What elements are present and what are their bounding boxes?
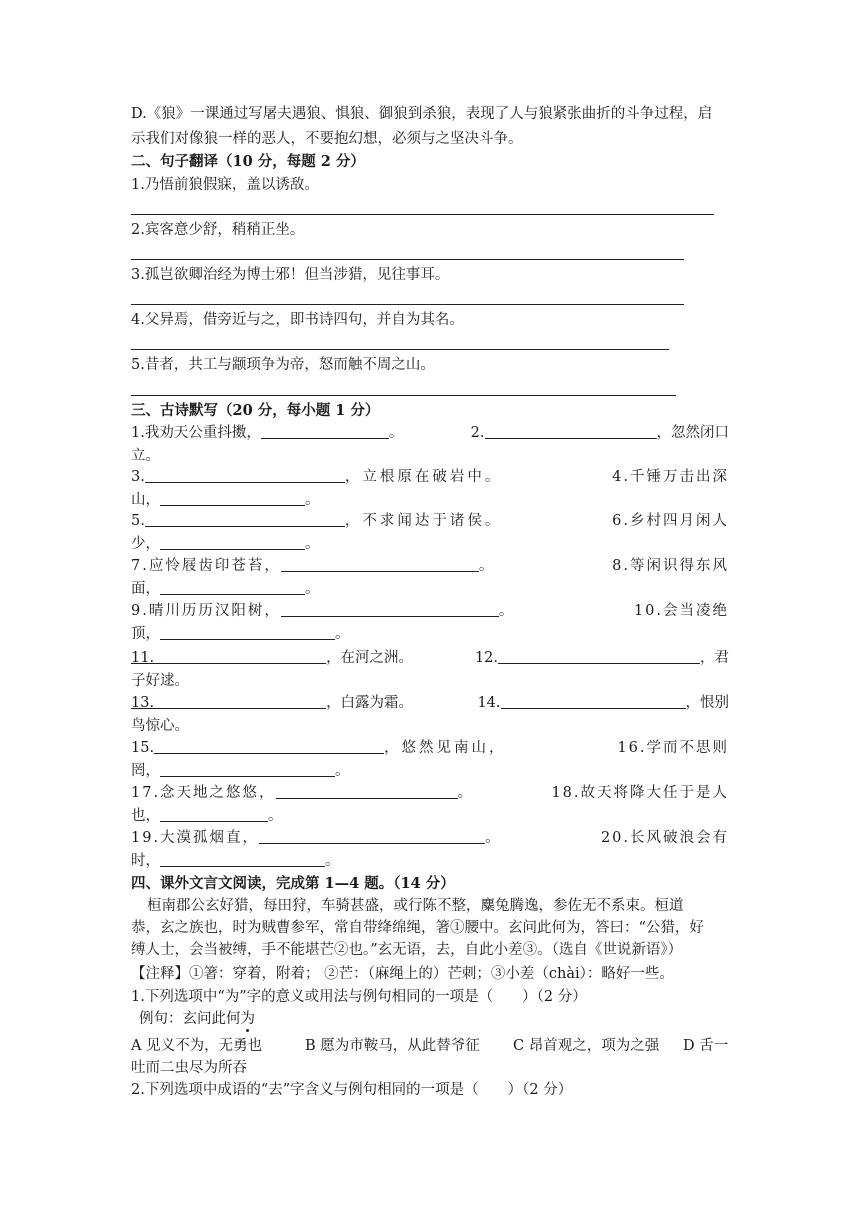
poem-item-15: 15. ，悠然见南山，	[131, 740, 507, 756]
translate-item-1: 1.乃悟前狼假寐，盖以诱敌。	[131, 177, 319, 193]
blank-4[interactable]	[160, 490, 305, 506]
blank-14[interactable]	[501, 693, 686, 709]
blank-3[interactable]	[145, 467, 345, 483]
question-1-example: 例句：玄问此何为	[139, 1011, 255, 1027]
poem-item-20-cont: 时， 。	[131, 853, 340, 869]
poem-item-20: 20.长风破浪会有	[600, 830, 729, 846]
blank-13[interactable]	[154, 693, 326, 709]
poem-item-18-cont: 也， 。	[131, 808, 283, 824]
option-d-line-1: D.《狼》一课通过写屠夫遇狼、惧狼、御狼到杀狼，表现了人与狼紧张曲折的斗争过程，启	[131, 106, 713, 122]
blank-11[interactable]	[154, 648, 326, 664]
poem-item-8-cont: 面， 。	[131, 581, 320, 597]
passage-line-1: 桓南郡公玄好猎，每田狩，车骑甚盛，或行陈不整，麋兔腾逸，参佐无不系束。桓道	[147, 898, 684, 914]
poem-item-18: 18.故天将降大任于是人	[551, 785, 729, 801]
poem-item-2-cont: 立。	[131, 448, 160, 464]
answer-line-1[interactable]	[131, 214, 714, 215]
poem-item-12: 12. ，君	[474, 650, 729, 666]
poem-item-10-cont: 顶， 。	[131, 626, 350, 642]
answer-line-3[interactable]	[131, 304, 684, 305]
option-d-line-2: 示我们对像狼一样的恶人，不要抱幻想，必须与之坚决斗争。	[131, 131, 523, 147]
question-1-option-b[interactable]: B 愿为市鞍马，从此替爷征	[305, 1038, 480, 1054]
translate-item-5: 5.昔者，共工与颛顼争为帝，怒而触不周之山。	[131, 357, 435, 373]
poem-item-3: 3. ，立根原在破岩中。	[131, 469, 503, 485]
poem-item-9: 9.晴川历历汉阳树， 。	[131, 603, 516, 619]
blank-9[interactable]	[281, 601, 499, 617]
blank-7[interactable]	[281, 556, 479, 572]
blank-2[interactable]	[485, 423, 657, 439]
poem-item-6-cont: 少， 。	[131, 536, 320, 552]
question-1-option-a[interactable]: A 见义不为，无勇也	[131, 1038, 263, 1054]
answer-line-4[interactable]	[131, 349, 669, 350]
blank-20[interactable]	[160, 851, 325, 867]
poem-item-16: 16.学而不思则	[617, 740, 729, 756]
poem-item-12-cont: 子好逑。	[131, 673, 189, 689]
poem-item-16-cont: 罔， 。	[131, 763, 350, 779]
blank-16[interactable]	[160, 761, 335, 777]
section-3-heading: 三、古诗默写（20 分，每小题 1 分）	[131, 402, 380, 419]
answer-line-2[interactable]	[131, 259, 684, 260]
passage-line-3: 缚人士，会当被缚，手不能堪芒②也。”玄无语，去，自此小差③。（选自《世说新语》）	[131, 942, 683, 958]
answer-line-5[interactable]	[131, 395, 676, 396]
poem-item-7: 7.应怜屐齿印苍苔， 。	[131, 558, 496, 574]
poem-item-10: 10.会当凌绝	[633, 603, 729, 619]
section-4-heading: 四、课外文言文阅读，完成第 1—4 题。（14 分）	[131, 875, 455, 892]
poem-item-17: 17.念天地之悠悠， 。	[131, 785, 475, 801]
translate-item-3: 3.孤岂欲卿治经为博士邪！但当涉猎，见往事耳。	[131, 267, 450, 283]
blank-12[interactable]	[498, 648, 700, 664]
poem-item-13: 13. ，白露为霜。	[131, 695, 414, 711]
poem-item-19: 19.大漠孤烟直， 。	[131, 830, 502, 846]
annotation-note: 【注释】①箸：穿着，附着； ②芒：（麻绳上的）芒刺；③小差（chài）：略好一些。	[131, 966, 674, 982]
blank-19[interactable]	[259, 828, 485, 844]
poem-item-8: 8.等闲识得东风	[612, 558, 729, 574]
translate-item-4: 4.父异焉，借旁近与之，即书诗四句，并自为其名。	[131, 312, 464, 328]
question-1-option-d[interactable]: D 舌一	[683, 1038, 729, 1054]
blank-17[interactable]	[276, 783, 458, 799]
poem-item-14: 14. ，恨别	[477, 695, 729, 711]
question-1-option-d-cont: 吐而二虫尽为所吞	[131, 1060, 247, 1076]
poem-item-6: 6.乡村四月闲人	[612, 513, 729, 529]
poem-item-4-cont: 山， 。	[131, 492, 320, 508]
blank-8[interactable]	[160, 579, 305, 595]
emphasis-dot-char: 为	[240, 1011, 255, 1027]
question-2: 2.下列选项中成语的“去”字含义与例句相同的一项是（ ）（2 分）	[131, 1082, 573, 1098]
question-1: 1.下列选项中“为”字的意义或用法与例句相同的一项是（ ）（2 分）	[131, 989, 587, 1005]
blank-10[interactable]	[160, 624, 335, 640]
poem-item-1: 1.我劝天公重抖擞， 。	[131, 425, 404, 441]
translate-item-2: 2.宾客意少舒，稍稍正坐。	[131, 222, 305, 238]
blank-15[interactable]	[154, 738, 384, 754]
poem-item-4: 4.千锤万击出深	[612, 469, 729, 485]
passage-line-2: 恭，玄之族也，时为贼曹参军，常自带绛绵绳，箸①腰中。玄问此何为，答曰：“公猎，好	[131, 920, 704, 936]
poem-item-5: 5. ，不求闻达于诸侯。	[131, 513, 503, 529]
blank-1[interactable]	[261, 423, 389, 439]
blank-18[interactable]	[160, 806, 268, 822]
question-1-option-c[interactable]: C 昂首观之，项为之强	[513, 1038, 660, 1054]
blank-6[interactable]	[160, 534, 305, 550]
poem-item-2: 2. ，忽然闭口	[470, 425, 729, 441]
poem-item-14-cont: 鸟惊心。	[131, 718, 189, 734]
section-2-heading: 二、句子翻译（10 分，每题 2 分）	[131, 153, 365, 170]
blank-5[interactable]	[145, 511, 345, 527]
poem-item-11: 11. ，在河之洲。	[131, 650, 414, 666]
